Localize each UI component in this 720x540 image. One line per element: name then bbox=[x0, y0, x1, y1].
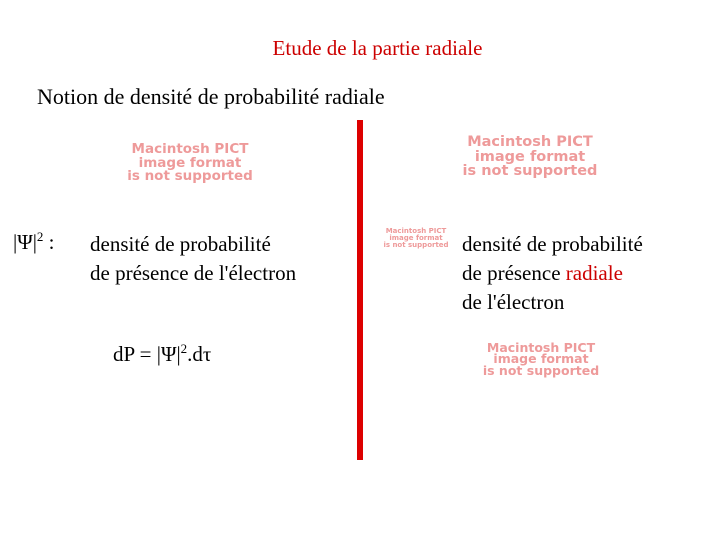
pict-line: Macintosh PICT bbox=[486, 340, 596, 355]
pict-line: Macintosh PICT bbox=[467, 134, 593, 150]
right-desc-text: de présence bbox=[462, 261, 566, 285]
left-description bbox=[90, 230, 296, 288]
pict-line: image format bbox=[138, 154, 242, 171]
pict-placeholder-small bbox=[370, 228, 462, 249]
pict-line: is not supported bbox=[462, 163, 598, 179]
right-desc-line: de l'électron bbox=[462, 290, 565, 314]
right-description bbox=[462, 230, 643, 317]
formula-suffix: .dτ bbox=[187, 342, 212, 366]
right-desc-line: densité de probabilité bbox=[462, 232, 643, 256]
pict-line: Macintosh PICT bbox=[385, 227, 447, 235]
pict-placeholder-bottom-right bbox=[457, 342, 625, 376]
pict-line: image format bbox=[474, 148, 586, 165]
pict-line: image format bbox=[493, 351, 589, 367]
psi-squared-label bbox=[13, 230, 55, 255]
vertical-divider bbox=[357, 120, 363, 460]
pict-line: is not supported bbox=[127, 168, 253, 184]
probability-formula bbox=[113, 342, 211, 367]
slide-subtitle: Notion de densité de probabilité radiale bbox=[37, 84, 385, 109]
pict-line: image format bbox=[389, 234, 443, 242]
psi-separator: : bbox=[43, 230, 55, 254]
pict-line: Macintosh PICT bbox=[131, 141, 249, 157]
pict-placeholder-top-left bbox=[105, 143, 275, 184]
pict-line: is not supported bbox=[383, 241, 449, 249]
pict-placeholder-top-right bbox=[440, 135, 620, 179]
left-desc-line: densité de probabilité bbox=[90, 232, 271, 256]
psi-exponent: 2 bbox=[36, 229, 44, 244]
slide-title: Etude de la partie radiale bbox=[272, 36, 483, 60]
radiale-highlight: radiale bbox=[565, 261, 623, 285]
right-desc-line bbox=[462, 259, 643, 288]
psi-symbol: |Ψ| bbox=[13, 230, 37, 254]
pict-line: is not supported bbox=[482, 362, 600, 378]
left-desc-line: de présence de l'électron bbox=[90, 261, 297, 285]
formula-exponent: 2 bbox=[180, 341, 188, 356]
formula-prefix: dP = |Ψ| bbox=[113, 342, 181, 366]
